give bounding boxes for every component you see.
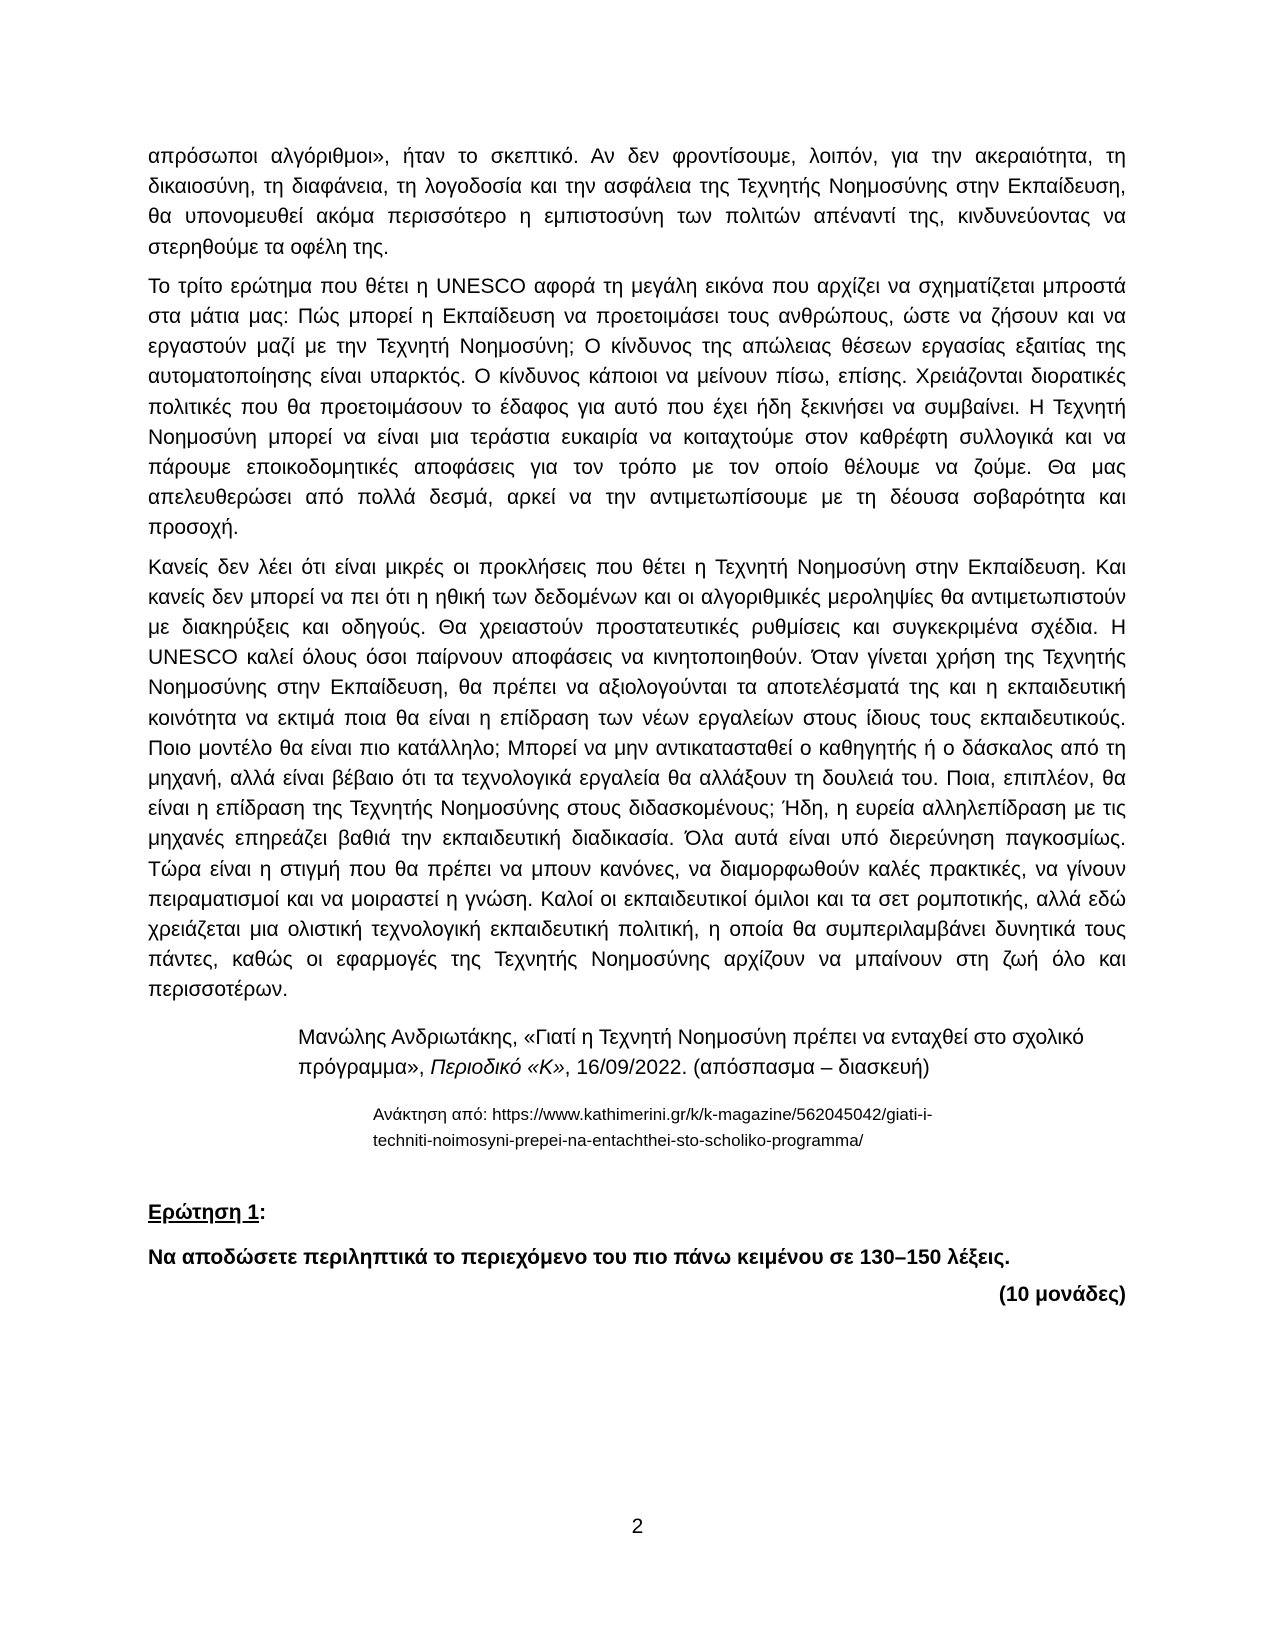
retrieved-from: [373, 1102, 1126, 1154]
page-number: 2: [631, 1515, 644, 1538]
retrieved-line-1: Ανάκτηση από: https://www.kathimerini.gr/k/k-magazine/562045042/giati-i-: [373, 1104, 933, 1124]
question-heading: [148, 1198, 1126, 1228]
question-text: Να αποδώσετε περιληπτικά το περιεχόμενο του πιο πάνω κειμένου σε 130–150 λέξεις.: [148, 1245, 1011, 1269]
question-title-colon: :: [259, 1200, 267, 1224]
body-paragraph-1: απρόσωποι αλγόριθμοι», ήταν το σκεπτικό. Αν δεν φροντίσουμε, λοιπόν, για την ακεραιότητα, τη δικαιοσύνη, τη διαφάνεια, τη λογοδοσία και την ασφάλεια της Τεχνητής Νοημοσύνης στην Εκπαίδευση, θα υπονομευθεί ακόμα περισσότερο η εμπιστοσύνη των πολιτών απέναντί της, κινδυνεύοντας να στερηθούμε τα οφέλη της.: [148, 145, 1126, 259]
question-title: Ερώτηση 1: [148, 1200, 260, 1224]
document-page: [148, 142, 1126, 1310]
retrieved-line-2: techniti-noimosyni-prepei-na-entachthei-sto-scholiko-programma/: [373, 1130, 864, 1150]
body-paragraph-2: Το τρίτο ερώτημα που θέτει η UNESCO αφορά τη μεγάλη εικόνα που αρχίζει να σχηματίζεται μπροστά στα μάτια μας: Πώς μπορεί η Εκπαίδευση να προετοιμάσει τους ανθρώπους, ώστε να ζήσουν και να εργαστούν μαζί με την Τεχνητή Νοημοσύνη; Ο κίνδυνος της απώλειας θέσεων εργασίας εξαιτίας της αυτοματοποίησης είναι υπαρκτός. Ο κίνδυνος κάποιοι να μείνουν πίσω, επίσης. Χρειάζονται διορατικές πολιτικές που θα προετοιμάσουν το έδαφος για αυτό που έχει ήδη ξεκινήσει να συμβαίνει. Η Τεχνητή Νοημοσύνη μπορεί να είναι μια τεράστια ευκαιρία να κοιταχτούμε στον καθρέφτη συλλογικά και να πάρουμε εποικοδομητικές αποφάσεις για τον τρόπο με τον οποίο θέλουμε να ζούμε. Θα μας απελευθερώσει από πολλά δεσμά, αρκεί να την αντιμετωπίσουμε με τη δέουσα σοβαρότητα και προσοχή.: [148, 274, 1126, 540]
source-publication: Περιοδικό «Κ»: [430, 1055, 565, 1079]
body-paragraph-3: Κανείς δεν λέει ότι είναι μικρές οι προκλήσεις που θέτει η Τεχνητή Νοημοσύνη στην Εκπαίδευση. Και κανείς δεν μπορεί να πει ότι η ηθική των δεδομένων και οι αλγοριθμικές μεροληψίες θα αντιμετωπιστούν με διακηρύξεις και οδηγούς. Θα χρειαστούν προστατευτικές ρυθμίσεις και συγκεκριμένα σχέδια. Η UNESCO καλεί όλους όσοι παίρνουν αποφάσεις να κινητοποιηθούν. Όταν γίνεται χρήση της Τεχνητής Νοημοσύνης στην Εκπαίδευση, θα πρέπει να αξιολογούνται τα αποτελέσματά της και η εκπαιδευτική κοινότητα να εκτιμά ποια θα είναι η επίδραση των νέων εργαλείων στους ίδιους τους εκπαιδευτικούς. Ποιο μοντέλο θα είναι πιο κατάλληλο; Μπορεί να μην αντικατασταθεί ο καθηγητής ή ο δάσκαλος από τη μηχανή, αλλά είναι βέβαιο ότι τα τεχνολογικά εργαλεία θα αλλάξουν τη δουλειά του. Ποια, επιπλέον, θα είναι η επίδραση της Τεχνητής Νοημοσύνης στους διδασκομένους; Ήδη, η ευρεία αλληλεπίδραση με τις μηχανές επηρεάζει βαθιά την εκπαιδευτική διαδικασία. Όλα αυτά είναι υπό διερεύνηση παγκοσμίως. Τώρα είναι η στιγμή που θα πρέπει να μπουν κανόνες, να διαμορφωθούν καλές πρακτικές, να γίνουν πειραματισμοί και να μοιραστεί η γνώση. Καλοί οι εκπαιδευτικοί όμιλοι και τα σετ ρομποτικής, αλλά εδώ χρειάζεται μια ολιστική τεχνολογική εκπαιδευτική πολιτική, η οποία θα συμπεριλαμβάνει δυνητικά τους πάντες, καθώς οι εφαρμογές της Τεχνητής Νοημοσύνης αρχίζουν να μπαίνουν στη ζωή όλο και περισσοτέρων.: [148, 555, 1126, 1002]
question-marks: (10 μονάδες): [998, 1282, 1126, 1306]
source-citation: [298, 1023, 1126, 1083]
source-author-title: Μανώλης Ανδριωτάκης, «Γιατί η Τεχνητή Νοημοσύνη πρέπει να ενταχθεί στο σχολικό πρόγραμμα»,: [298, 1025, 1084, 1079]
source-date: , 16/09/2022. (απόσπασμα – διασκευή): [564, 1055, 930, 1079]
